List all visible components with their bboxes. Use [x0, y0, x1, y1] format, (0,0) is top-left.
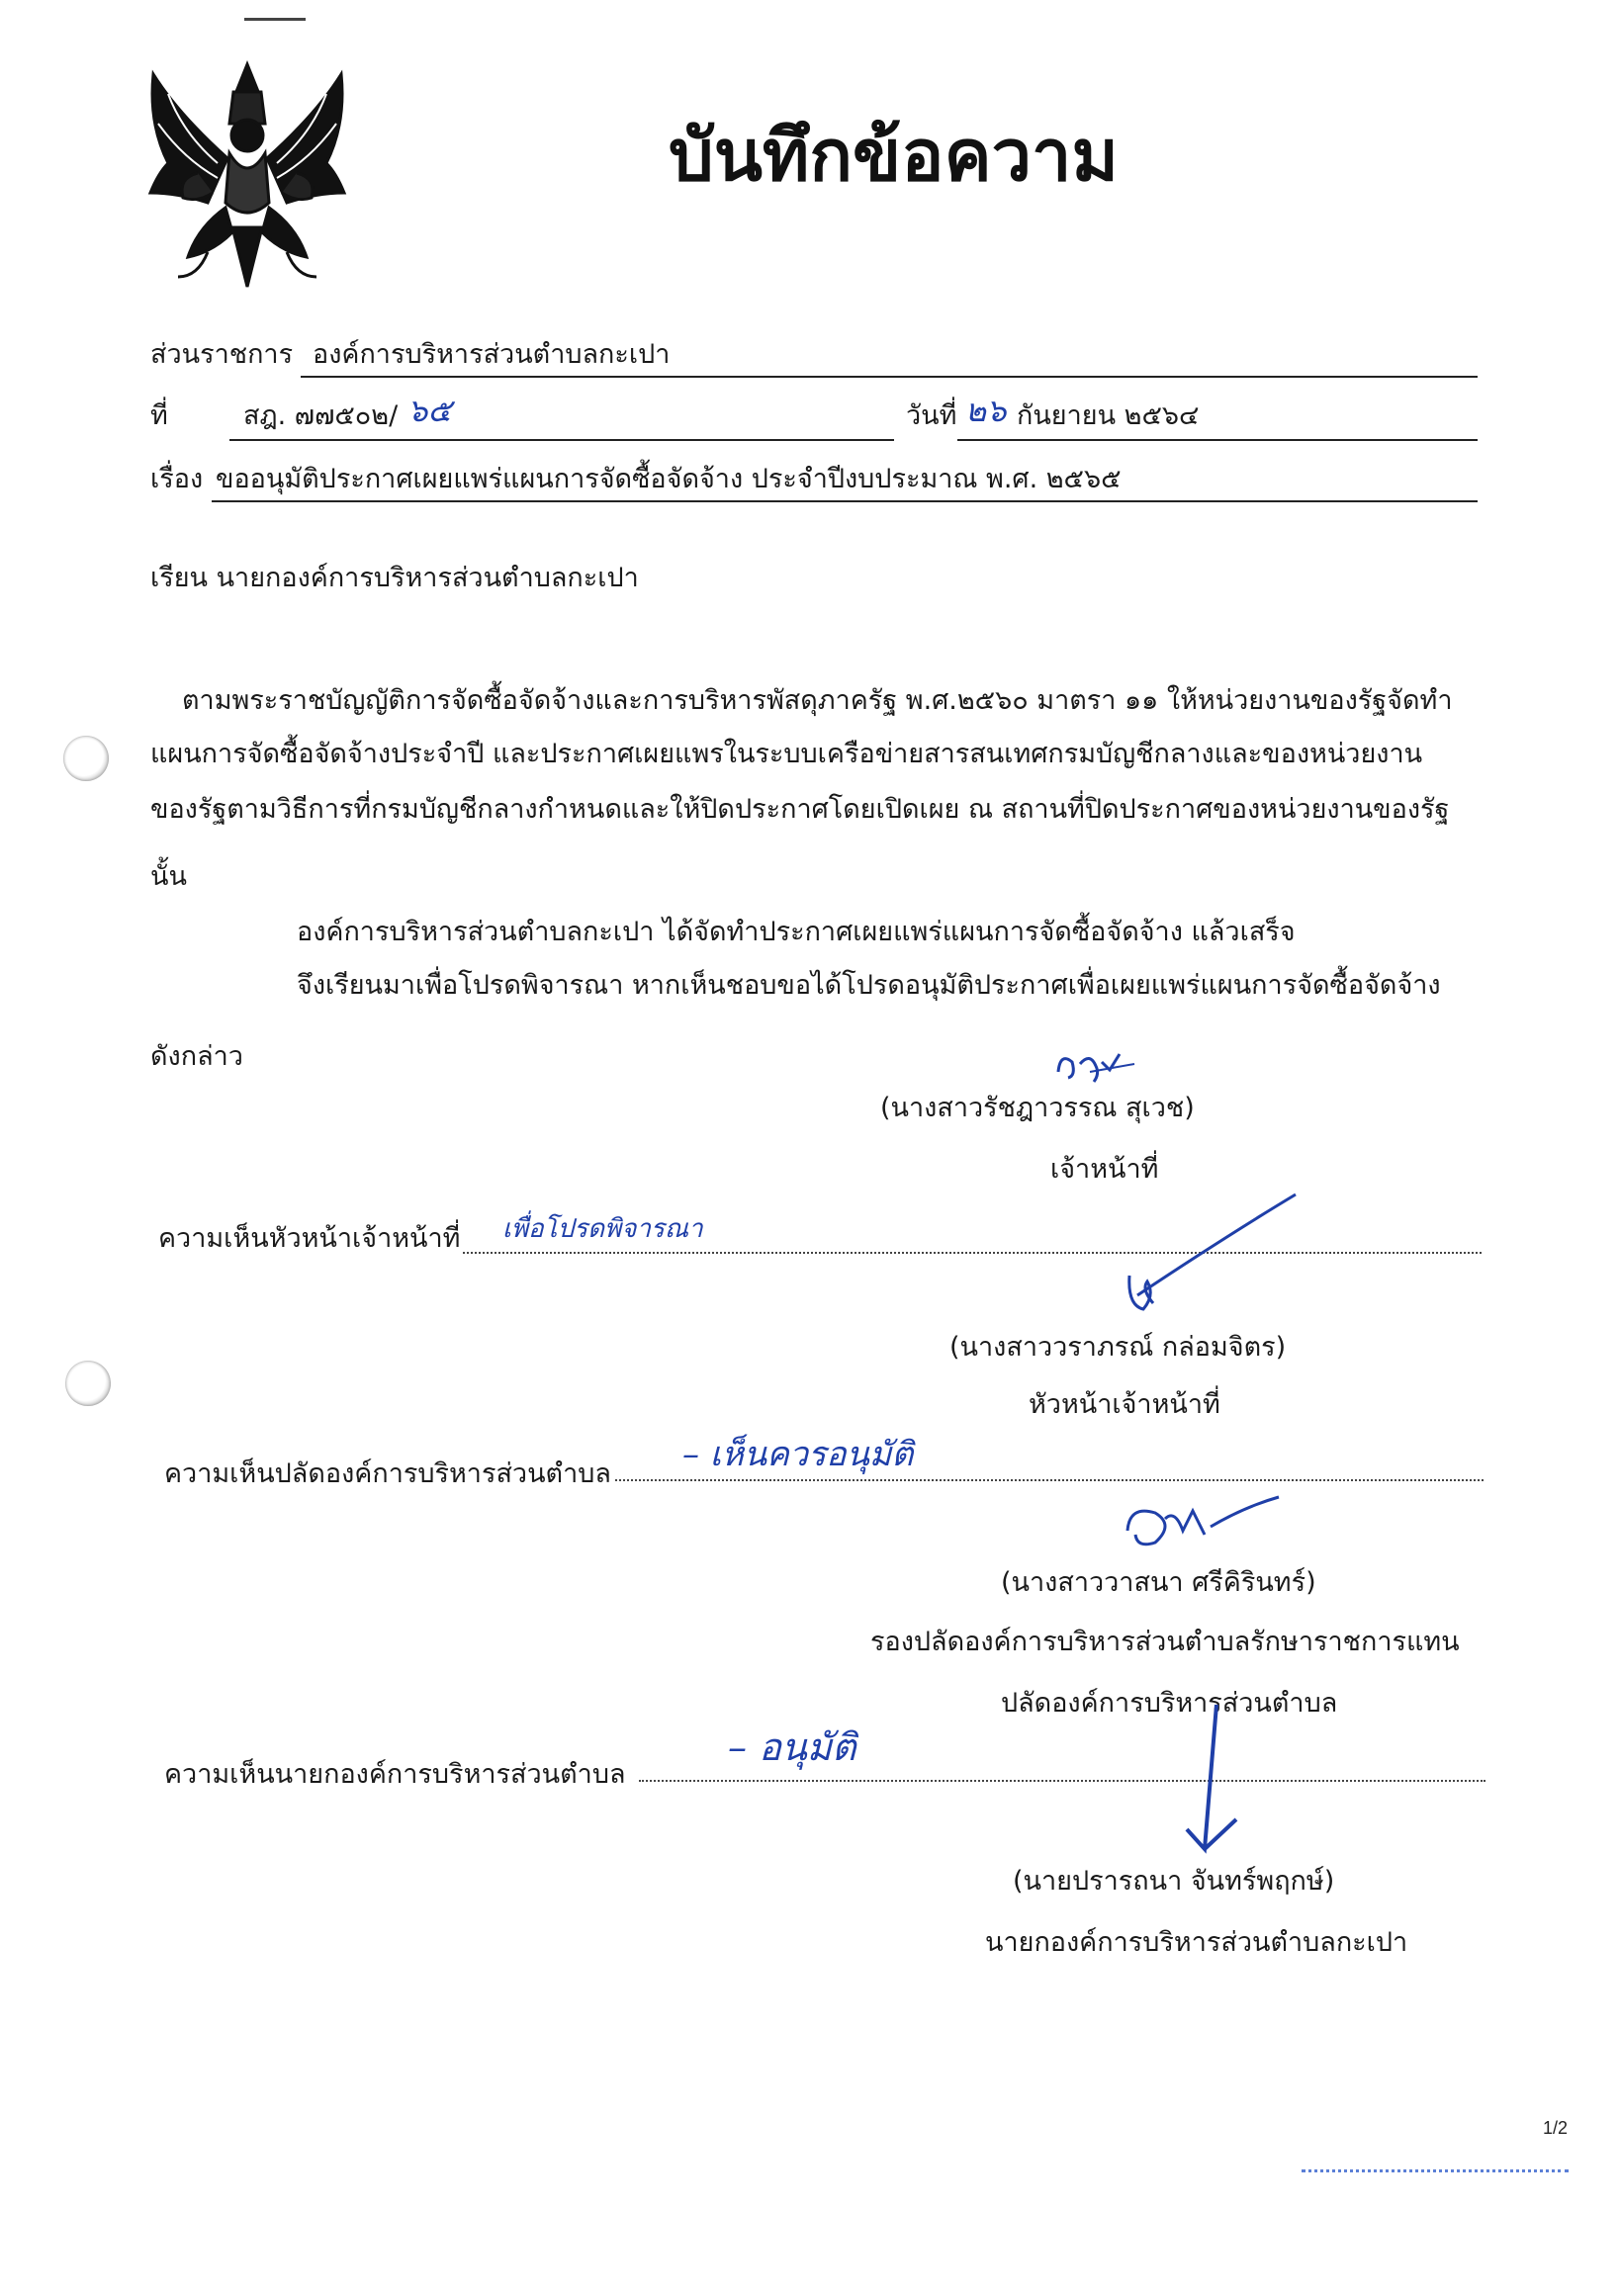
- head-title: หัวหน้าเจ้าหน้าที่: [1029, 1389, 1220, 1420]
- agency-label: ส่วนราชการ: [150, 339, 294, 370]
- ref-value: สฎ. ๗๗๕๐๒/: [243, 400, 399, 431]
- agency-underline: [301, 376, 1478, 378]
- punch-hole-top: [63, 736, 109, 781]
- mayor-opinion-label: ความเห็นนายกองค์การบริหารส่วนตำบล: [164, 1759, 626, 1790]
- officer-signature: [1050, 1042, 1139, 1092]
- ref-label: ที่: [150, 400, 168, 431]
- clerk-title-line2: ปลัดองค์การบริหารส่วนตำบล: [1001, 1688, 1338, 1719]
- clerk-opinion-label: ความเห็นปลัดองค์การบริหารส่วนตำบล: [164, 1458, 611, 1489]
- agency-value: องค์การบริหารส่วนตำบลกะเปา: [313, 339, 671, 370]
- officer-title: เจ้าหน้าที่: [1050, 1154, 1159, 1185]
- garuda-emblem-icon: [138, 54, 356, 292]
- mayor-opinion-dotline: [639, 1780, 1485, 1782]
- ref-underline: [229, 439, 894, 441]
- body-para1-line4: นั้น: [150, 861, 187, 892]
- subject-underline: [212, 500, 1478, 502]
- body-para1-line2: แผนการจัดซื้อจัดจ้างประจำปี และประกาศเผยแพรในระบบเครือข่ายสารสนเทศกรมบัญชีกลางและของหน่วยงาน: [150, 739, 1423, 769]
- clerk-opinion-dotline: [615, 1479, 1484, 1481]
- scan-mark: [244, 18, 306, 21]
- head-opinion-dotline: [463, 1252, 1482, 1254]
- date-value: กันยายน ๒๕๖๔: [1017, 400, 1200, 431]
- head-opinion-label: ความเห็นหัวหน้าเจ้าหน้าที่: [158, 1223, 461, 1254]
- subject-label: เรื่อง: [150, 464, 204, 494]
- body-para2: องค์การบริหารส่วนตำบลกะเปา ได้จัดทำประกาศเผยแพร่แผนการจัดซื้อจัดจ้าง แล้วเสร็จ: [297, 917, 1296, 947]
- date-underline: [957, 439, 1478, 441]
- head-signature: [1108, 1187, 1305, 1315]
- clerk-opinion-handwritten: – เห็นควรอนุมัติ: [682, 1435, 914, 1474]
- body-para1-line3: ของรัฐตามวิธีการที่กรมบัญชีกลางกำหนดและให้ปิดประกาศโดยเปิดเผย ณ สถานที่ปิดประกาศของหน่วยงานของรัฐ: [150, 794, 1450, 825]
- mayor-signature: [1167, 1701, 1246, 1869]
- head-name: (นางสาววราภรณ์ กล่อมจิตร): [949, 1332, 1287, 1363]
- mayor-title: นายกองค์การบริหารส่วนตำบลกะเปา: [985, 1927, 1408, 1958]
- date-day-handwritten: ๒๖: [965, 392, 1007, 429]
- salutation: เรียน นายกองค์การบริหารส่วนตำบลกะเปา: [150, 563, 639, 593]
- clerk-name: (นางสาววาสนา ศรีคิรินทร์): [1001, 1567, 1316, 1598]
- punch-hole-bottom: [65, 1361, 111, 1406]
- mayor-name: (นายปรารถนา จันทร์พฤกษ์): [1013, 1866, 1335, 1897]
- ref-number-handwritten: ๖๕: [407, 392, 452, 429]
- body-para3-line2: ดังกล่าว: [150, 1041, 243, 1072]
- clerk-signature: [1116, 1491, 1284, 1560]
- clerk-title-line1: รองปลัดองค์การบริหารส่วนตำบลรักษาราชการแทน: [870, 1627, 1460, 1657]
- page-title: บันทึกข้อความ: [669, 114, 1119, 197]
- subject-value: ขออนุมัติประกาศเผยแพร่แผนการจัดซื้อจัดจ้าง ประจำปีงบประมาณ พ.ศ. ๒๕๖๕: [216, 464, 1122, 494]
- date-label: วันที่: [906, 400, 957, 431]
- body-para1-line1: ตามพระราชบัญญัติการจัดซื้อจัดจ้างและการบริหารพัสดุภาครัฐ พ.ศ.๒๕๖๐ มาตรา ๑๑ ให้หน่วยงานของรัฐจัดทำ: [182, 685, 1453, 716]
- mayor-opinion-handwritten: – อนุมัติ: [728, 1725, 856, 1769]
- bottom-dotline: [1302, 2169, 1569, 2172]
- page-number: 1/2: [1543, 2118, 1569, 2138]
- officer-name: (นางสาวรัชฎาวรรณ สุเวช): [880, 1093, 1195, 1123]
- head-opinion-handwritten: เพื่อโปรดพิจารณา: [502, 1214, 703, 1244]
- body-para3-line1: จึงเรียนมาเพื่อโปรดพิจารณา หากเห็นชอบขอได้โปรดอนุมัติประกาศเพื่อเผยแพร่แผนการจัดซื้อจัดจ้าง: [297, 970, 1441, 1001]
